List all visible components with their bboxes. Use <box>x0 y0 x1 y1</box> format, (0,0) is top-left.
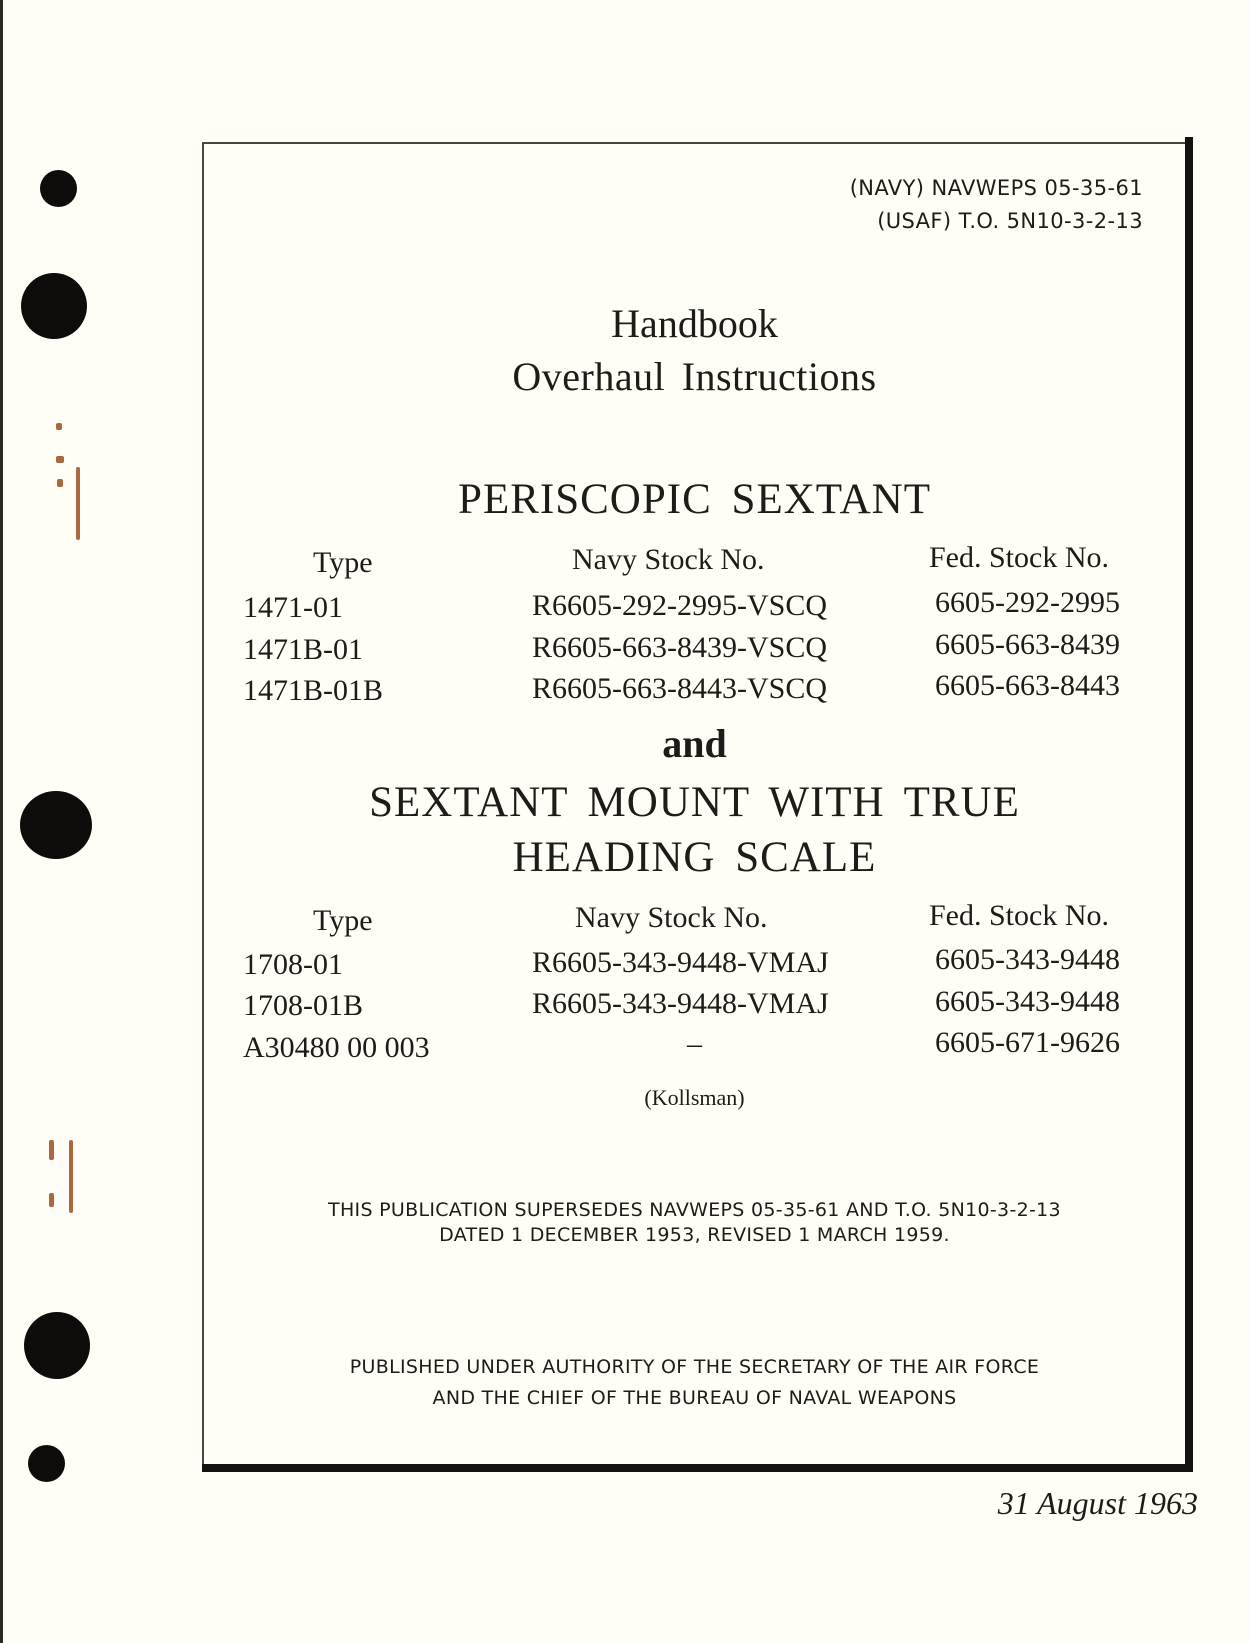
supersedes-line2: DATED 1 DECEMBER 1953, REVISED 1 MARCH 1959. <box>439 1224 950 1246</box>
cell-type: 1471B-01 <box>243 633 363 666</box>
cell-type: 1708-01 <box>243 948 343 981</box>
cell-fed-stock: 6605-663-8443 <box>935 669 1120 702</box>
col-header-type: Type <box>313 546 373 579</box>
binder-hole-2 <box>21 273 87 339</box>
rust-stain <box>49 1193 54 1207</box>
cell-type: 1708-01B <box>243 989 363 1022</box>
binder-hole-4 <box>24 1312 90 1379</box>
rust-stain <box>76 467 80 540</box>
navy-reference: (NAVY) NAVWEPS 05-35-61 <box>849 176 1143 200</box>
col-header-fed-stock: Fed. Stock No. <box>929 899 1109 932</box>
section1-heading: PERISCOPIC SEXTANT <box>458 476 931 523</box>
binder-hole-3 <box>20 791 92 859</box>
cell-type: 1471B-01B <box>243 674 384 707</box>
col-header-navy-stock: Navy Stock No. <box>572 543 765 576</box>
col-header-type: Type <box>313 904 373 937</box>
rust-stain <box>56 456 64 463</box>
cell-type: A30480 00 003 <box>243 1031 430 1064</box>
section2-heading-line1: SEXTANT MOUNT WITH TRUE <box>369 779 1020 826</box>
frame-border-top <box>202 142 1187 144</box>
publication-date: 31 August 1963 <box>997 1485 1198 1521</box>
frame-border-bottom <box>202 1464 1193 1472</box>
binder-hole-1 <box>40 170 77 207</box>
cell-fed-stock: 6605-343-9448 <box>935 943 1120 976</box>
cell-fed-stock: 6605-663-8439 <box>935 628 1120 661</box>
manufacturer-kollsman: (Kollsman) <box>644 1085 745 1110</box>
cell-fed-stock: 6605-671-9626 <box>935 1026 1120 1059</box>
cell-navy-stock: – <box>687 1027 702 1060</box>
cell-fed-stock: 6605-343-9448 <box>935 985 1120 1018</box>
rust-stain <box>56 423 62 430</box>
authority-line1: PUBLISHED UNDER AUTHORITY OF THE SECRETARY OF THE AIR FORCE <box>349 1356 1040 1378</box>
conjunction-and: and <box>662 721 727 766</box>
title-overhaul-instructions: Overhaul Instructions <box>512 354 877 399</box>
supersedes-line1: THIS PUBLICATION SUPERSEDES NAVWEPS 05-35-61 AND T.O. 5N10-3-2-13 <box>328 1199 1061 1221</box>
rust-stain <box>49 1140 54 1160</box>
cell-navy-stock: R6605-663-8439-VSCQ <box>532 631 828 664</box>
cell-navy-stock: R6605-292-2995-VSCQ <box>532 589 828 622</box>
col-header-fed-stock: Fed. Stock No. <box>929 541 1109 574</box>
binder-hole-5 <box>28 1445 65 1482</box>
rust-stain <box>69 1140 73 1213</box>
cell-navy-stock: R6605-663-8443-VSCQ <box>532 672 828 705</box>
section2-heading-line2: HEADING SCALE <box>512 834 877 881</box>
cell-navy-stock: R6605-343-9448-VMAJ <box>532 987 829 1020</box>
authority-line2: AND THE CHIEF OF THE BUREAU OF NAVAL WEAPONS <box>432 1387 957 1409</box>
page-edge <box>0 0 3 1643</box>
title-handbook: Handbook <box>611 301 778 346</box>
col-header-navy-stock: Navy Stock No. <box>575 901 768 934</box>
rust-stain <box>57 479 63 487</box>
cell-fed-stock: 6605-292-2995 <box>935 586 1120 619</box>
usaf-reference: (USAF) T.O. 5N10-3-2-13 <box>877 209 1143 233</box>
cell-navy-stock: R6605-343-9448-VMAJ <box>532 946 829 979</box>
cell-type: 1471-01 <box>243 591 343 624</box>
